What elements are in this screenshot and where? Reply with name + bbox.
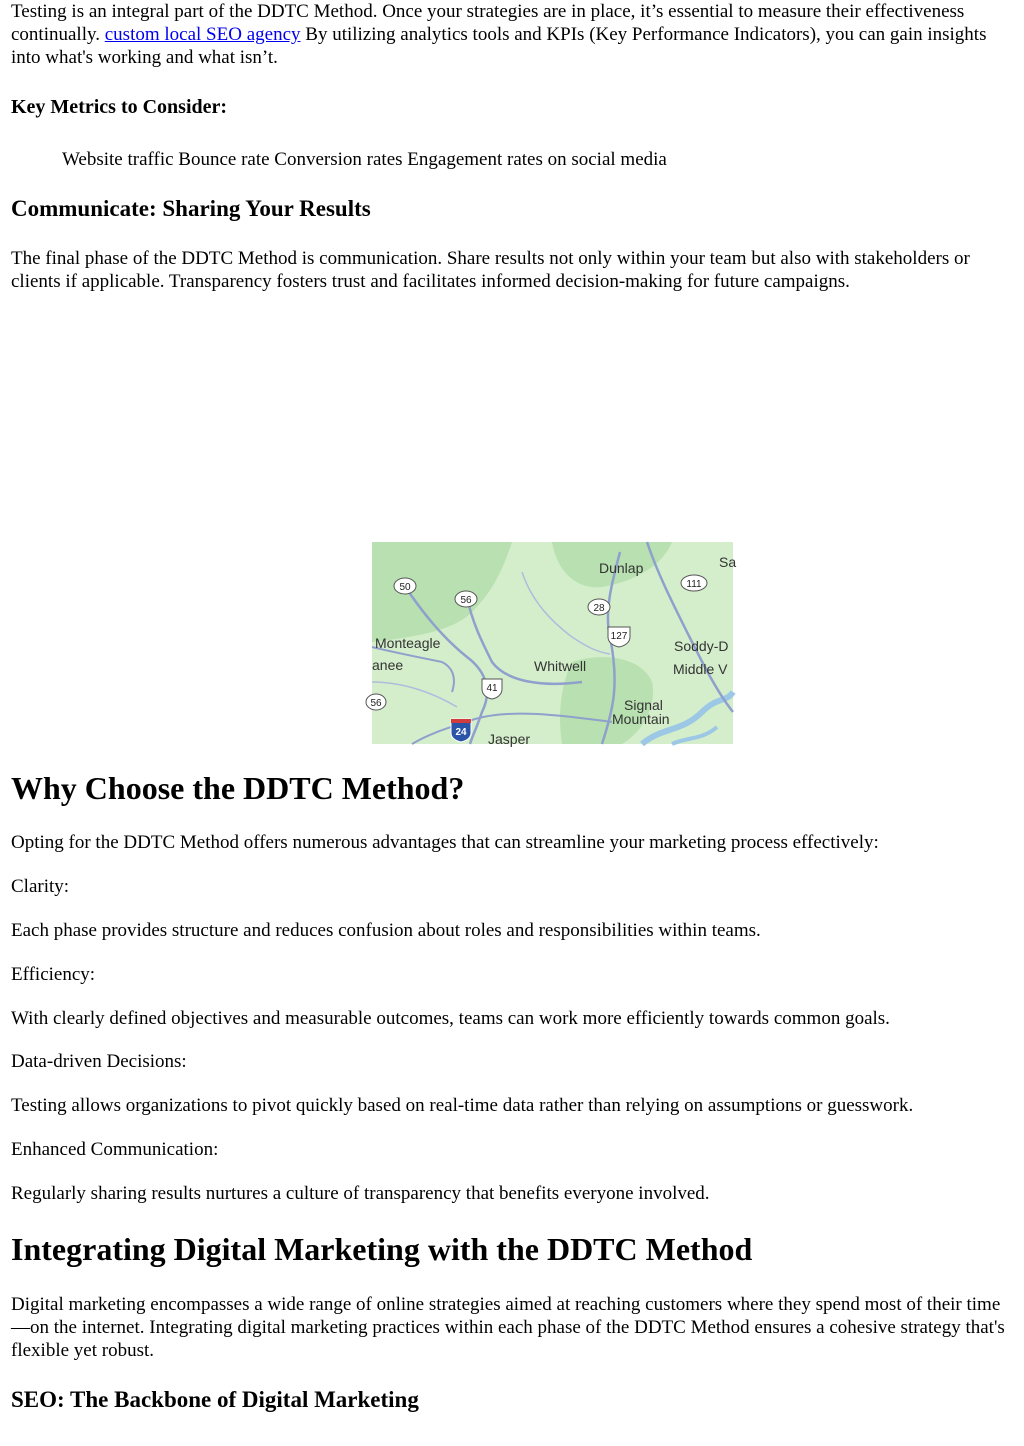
svg-text:50: 50 — [399, 582, 411, 593]
key-metrics-list: Website traffic Bounce rate Conversion rates Engagement rates on social media — [62, 149, 667, 170]
label-dunlap: Dunlap — [599, 560, 644, 576]
data-driven-title: Data-driven Decisions: — [11, 1051, 187, 1072]
clarity-title: Clarity: — [11, 876, 70, 897]
communicate-heading: Communicate: Sharing Your Results — [11, 196, 371, 221]
interstate-24-shield — [451, 719, 471, 742]
route-shield-111 — [681, 575, 707, 591]
route-shield-127 — [608, 627, 630, 647]
svg-text:24: 24 — [455, 727, 467, 738]
svg-text:28: 28 — [593, 603, 605, 614]
communication-title: Enhanced Communication: — [11, 1139, 219, 1160]
seo-agency-link[interactable]: custom local SEO agency — [104, 24, 301, 45]
communication-text: Regularly sharing results nurtures a culture of transparency that benefits everyone involved. — [11, 1183, 710, 1204]
intro-text-after: By utilizing analytics tools and KPIs (Key Performance Indicators), you can gain insights into what's working and what isn’t. — [11, 24, 987, 68]
svg-text:111: 111 — [686, 579, 702, 590]
label-whitwell: Whitwell — [534, 658, 587, 674]
label-jasper: Jasper — [488, 731, 531, 747]
key-metrics-heading: Key Metrics to Consider: — [11, 96, 228, 118]
label-monteagle: Monteagle — [375, 635, 441, 651]
svg-text:56: 56 — [460, 595, 472, 606]
route-shield-28 — [588, 599, 610, 615]
route-shield-50 — [394, 578, 416, 594]
label-middle: Middle V — [673, 661, 728, 677]
label-signal: Signal — [624, 697, 663, 713]
route-shield-41 — [482, 679, 502, 699]
integrating-paragraph: Digital marketing encompasses a wide range of online strategies aimed at reaching customers where they spend most of their time—on the internet. Integrating digital marketing practices within each phase of the DDTC Method ensures a cohesive strategy that's flexible yet robust. — [11, 1294, 1005, 1361]
svg-text:41: 41 — [486, 683, 498, 694]
efficiency-text: With clearly defined objectives and measurable outcomes, teams can work more efficiently towards common goals. — [11, 1008, 890, 1029]
route-shield-56-south — [366, 694, 386, 710]
location-map[interactable] — [370, 542, 737, 747]
intro-paragraph — [11, 0, 1013, 69]
route-shield-56 — [455, 591, 477, 607]
seo-heading: SEO: The Backbone of Digital Marketing — [11, 1387, 419, 1412]
clarity-text: Each phase provides structure and reduces confusion about roles and responsibilities within teams. — [11, 920, 761, 941]
label-mountain: Mountain — [612, 711, 670, 727]
svg-text:56: 56 — [370, 698, 382, 709]
intro-text-before: Testing is an integral part of the DDTC Method. Once your strategies are in place, it’s essential to measure their effectiveness continually. — [11, 1, 965, 45]
why-heading: Why Choose the DDTC Method? — [11, 770, 465, 806]
efficiency-title: Efficiency: — [11, 964, 96, 985]
label-sa: Sa — [719, 554, 737, 570]
svg-text:127: 127 — [610, 631, 628, 642]
label-soddy: Soddy-D — [674, 638, 729, 654]
data-driven-text: Testing allows organizations to pivot quickly based on real-time data rather than relying on assumptions or guesswork. — [11, 1095, 914, 1116]
communicate-paragraph: The final phase of the DDTC Method is communication. Share results not only within your team but also with stakeholders or clients if applicable. Transparency fosters trust and facilitates informed decision-making for future campaigns. — [11, 248, 970, 292]
why-intro: Opting for the DDTC Method offers numerous advantages that can streamline your marketing process effectively: — [11, 832, 879, 853]
integrating-heading: Integrating Digital Marketing with the DDTC Method — [11, 1231, 753, 1267]
label-anee: anee — [372, 657, 404, 673]
map-graphic — [370, 542, 737, 747]
